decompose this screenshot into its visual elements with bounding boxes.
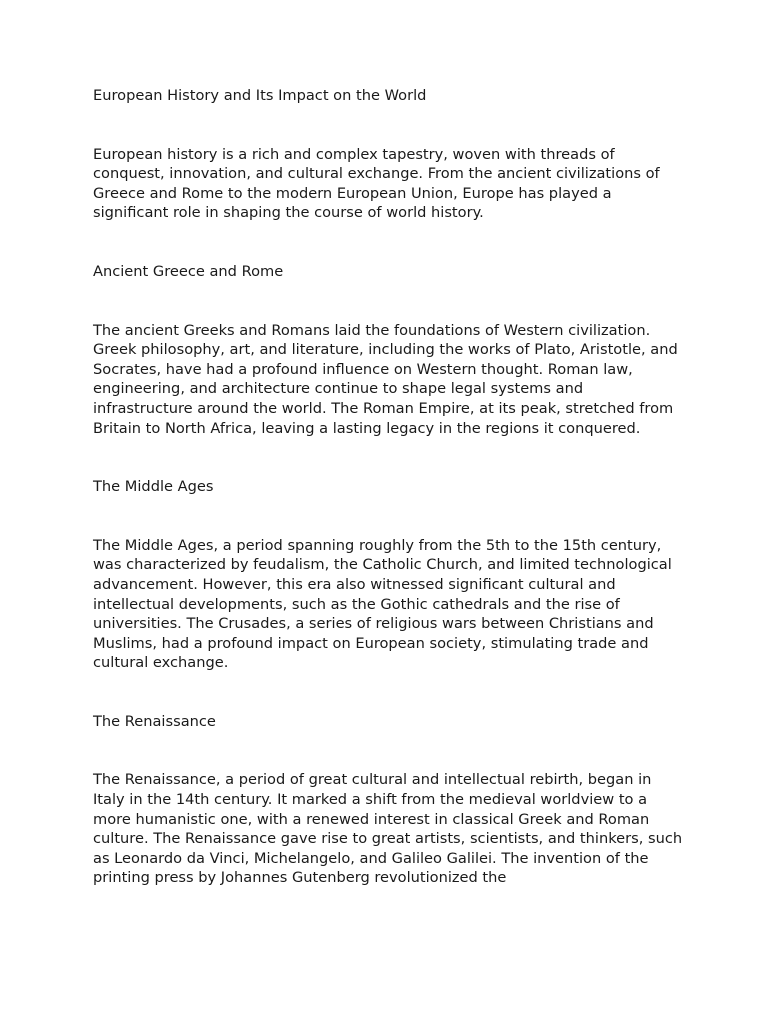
document-title: European History and Its Impact on the World: [93, 87, 427, 104]
section-body-ancient-greece-rome: The ancient Greeks and Romans laid the foundations of Western civilization. Greek philosophy, art, and literature, including the works of Plato, Aristotle, and Socrates, have had a profound influence on Western thought. Roman law, engineering, and architecture continue to shape legal systems and infrastructure around the world. The Roman Empire, at its peak, stretched from Britain to North Africa, leaving a lasting legacy in the regions it conquered.: [93, 321, 678, 437]
intro-paragraph: European history is a rich and complex tapestry, woven with threads of conquest, innovation, and cultural exchange. From the ancient civilizations of Greece and Rome to the modern European Union, Europe has played a significant role in shaping the course of world history.: [93, 145, 660, 222]
section-body-middle-ages: The Middle Ages, a period spanning roughly from the 5th to the 15th century, was characterized by feudalism, the Catholic Church, and limited technological advancement. However, this era also witnessed significant cultural and intellectual developments, such as the Gothic cathedrals and the rise of universities. The Crusades, a series of religious wars between Christians and Muslims, had a profound impact on European society, stimulating trade and cultural exchange.: [93, 536, 672, 672]
document-page: [93, 86, 683, 927]
section-body-renaissance: The Renaissance, a period of great cultural and intellectual rebirth, began in Italy in the 14th century. It marked a shift from the medieval worldview to a more humanistic one, with a renewed interest in classical Greek and Roman culture. The Renaissance gave rise to great artists, scientists, and thinkers, such as Leonardo da Vinci, Michelangelo, and Galileo Galilei. The invention of the printing press by Johannes Gutenberg revolutionized the: [93, 771, 683, 887]
section-heading-middle-ages: The Middle Ages: [93, 478, 214, 496]
section-heading-ancient-greece-rome: Ancient Greece and Rome: [93, 262, 284, 280]
section-heading-renaissance: The Renaissance: [93, 712, 216, 730]
